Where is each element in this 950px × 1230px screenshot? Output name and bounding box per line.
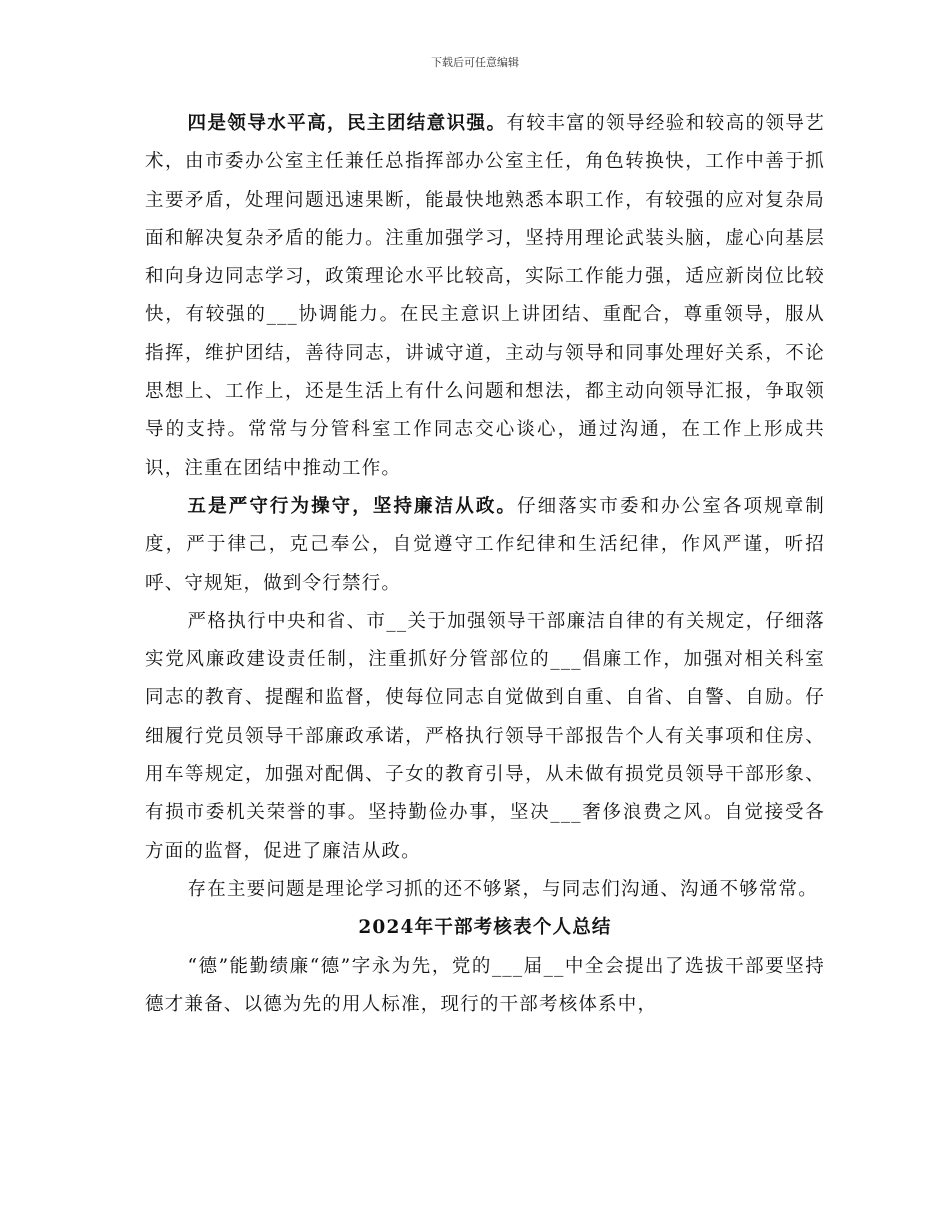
page-header-note: 下载后可任意编辑: [431, 56, 519, 69]
paragraph-integrity: [145, 488, 825, 603]
section-title: 2024年干部考核表个人总结: [358, 917, 612, 939]
paragraph-text: 严格执行中央和省、市__关于加强领导干部廉洁自律的有关规定，仔细落实党风廉政建设责任制，注重抓好分管部位的___倡廉工作，加强对相关科室同志的教育、提醒和监督，使每位同志自觉做到自重、自省、自警、自励。仔细履行党员领导干部廉政承诺，严格执行领导干部报告个人有关事项和住房、用车等规定，加强对配偶、子女的教育引导，从未做有损党员领导干部形象、有损市委机关荣誉的事。坚持勤俭办事，坚决___奢侈浪费之风。自觉接受各方面的监督，促进了廉洁从政。: [145, 610, 825, 862]
paragraph-leadership: [145, 105, 825, 488]
paragraph-virtue: “德”能勤绩廉“德”字永为先，党的___届__中全会提出了选拔干部要坚持德才兼备、以德为先的用人标准，现行的干部考核体系中，: [145, 955, 825, 1015]
document-body: [145, 105, 825, 1024]
paragraph-lead: 五是严守行为操守，坚持廉洁从政。: [187, 495, 518, 517]
paragraph-text: 有较丰富的领导经验和较高的领导艺术，由市委办公室主任兼任总指挥部办公室主任，角色转换快，工作中善于抓主要矛盾，处理问题迅速果断，能最快地熟悉本职工作，有较强的应对复杂局面和解决复杂矛盾的能力。注重加强学习，坚持用理论武装头脑，虚心向基层和向身边同志学习，政策理论水平比较高，实际工作能力强，适应新岗位比较快，有较强的___协调能力。在民主意识上讲团结、重配合，尊重领导，服从指挥，维护团结，善待同志，讲诚守道，主动与领导和同事处理好关系，不论思想上、工作上，还是生活上有什么问题和想法，都主动向领导汇报，争取领导的支持。常常与分管科室工作同志交心谈心，通过沟通，在工作上形成共识，注重在团结中推动工作。: [145, 113, 826, 479]
paragraph-text: 仔细落实市委和办公室各项规章制度，严于律己，克己奉公，自觉遵守工作纪律和生活纪律，作风严谨，听招呼、守规矩，做到令行禁行。: [145, 495, 825, 594]
paragraph-lead: 四是领导水平高，民主团结意识强。: [187, 113, 507, 134]
paragraph-text: 存在主要问题是理论学习抓的还不够紧，与同志们沟通、沟通不够常常。: [187, 878, 818, 900]
paragraph-problems: [145, 871, 825, 909]
paragraph-regulations: [145, 603, 825, 871]
